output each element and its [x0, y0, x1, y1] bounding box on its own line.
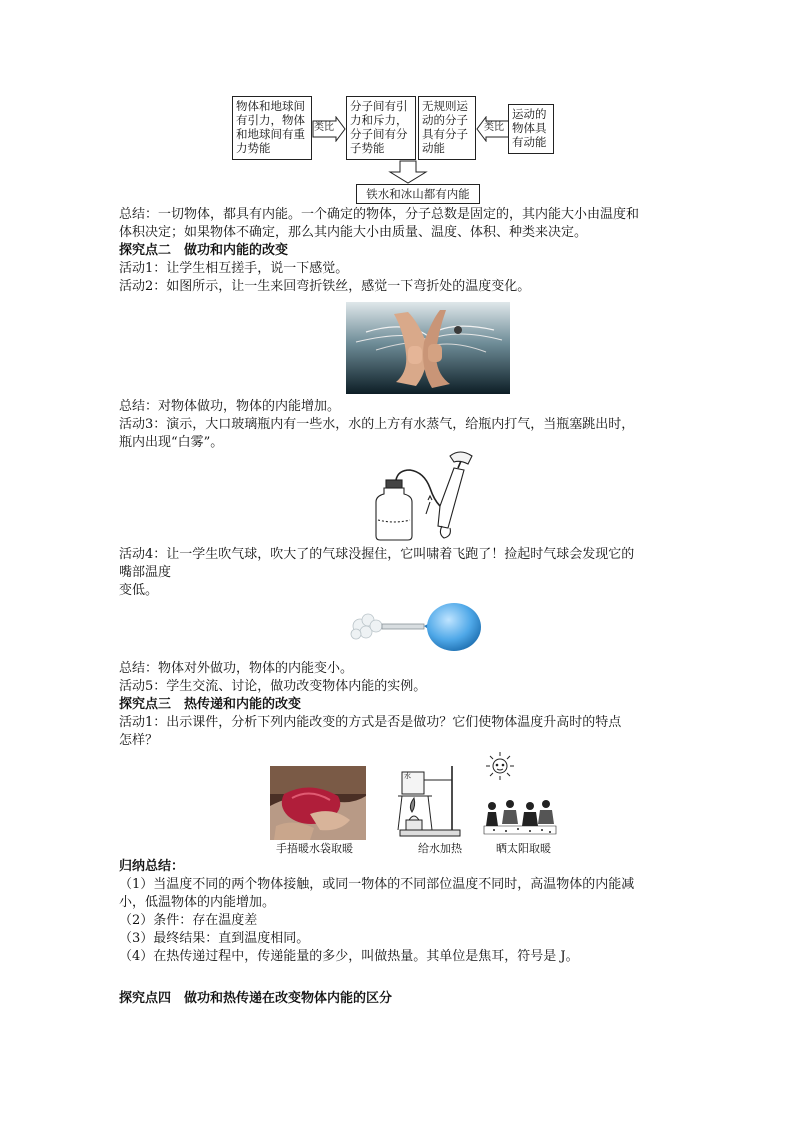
analogy-label-2: 类比: [484, 122, 504, 133]
activity3-line1: 活动3：演示，大口玻璃瓶内有一些水，水的上方有水蒸气，给瓶内打气，当瓶塞跳出时，: [119, 417, 635, 432]
down-arrow: [388, 160, 428, 184]
summary-internal-energy-line2: 体积决定；如果物体不确定，那么其内能大小由质量、温度、体积、种类来决定。: [119, 225, 588, 240]
activity4-line3: 变低。: [119, 583, 159, 598]
caption-hot-water-bag: 手捂暖水袋取暖: [276, 842, 353, 855]
section3-title: 探究点三 热传递和内能的改变: [119, 697, 302, 712]
diagram-box-kinetic: 运动的物体具有动能: [508, 104, 554, 154]
conclusion-2: （2）条件：存在温度差: [119, 913, 258, 928]
summary-work-on-object: 总结：对物体做功，物体的内能增加。: [119, 399, 341, 414]
summary-internal-energy-line1: 总结：一切物体，都具有内能。一个确定的物体，分子总数是固定的，其内能大小由温度和: [119, 207, 640, 222]
activity5: 活动5：学生交流、讨论，做功改变物体内能的实例。: [119, 679, 427, 694]
conclusion-title: 归纳总结：: [119, 859, 185, 874]
section2-title: 探究点二 做功和内能的改变: [119, 243, 289, 258]
diagram-box-molecular-potential: 分子间有引力和斥力，分子间有分子势能: [346, 96, 416, 160]
activity3-line2: 瓶内出现“白雾”。: [119, 435, 224, 450]
activity4-line1: 活动4：让一学生吹气球，吹大了的气球没握住，它叫啸着飞跑了！捡起时气球会发现它的: [119, 547, 635, 562]
caption-sunbathing: 晒太阳取暖: [496, 842, 551, 855]
bottle-pump-drawing: [368, 450, 478, 542]
diagram-box-molecular-kinetic: 无规则运动的分子具有分子动能: [418, 96, 476, 160]
sunbathing-drawing: [482, 750, 558, 838]
section3-activity1-line2: 怎样？: [119, 733, 159, 748]
caption-heating-water: 给水加热: [418, 842, 462, 855]
conclusion-4: （4）在热传递过程中，传递能量的多少，叫做热量。其单位是焦耳，符号是 J。: [119, 949, 579, 964]
activity2: 活动2：如图所示，让一生来回弯折铁丝，感觉一下弯折处的温度变化。: [119, 279, 531, 294]
section4-title: 探究点四 做功和热传递在改变物体内能的区分: [119, 991, 393, 1006]
conclusion-1-line2: 小，低温物体的内能增加。: [119, 895, 276, 910]
hot-water-bag-photo: [270, 766, 366, 840]
section3-activity1-line1: 活动1：出示课件，分析下列内能改变的方式是否是做功？它们使物体温度升高时的特点: [119, 715, 622, 730]
conclusion-3: （3）最终结果：直到温度相同。: [119, 931, 310, 946]
beaker-water-mark: 水: [404, 772, 411, 780]
conclusion-1-line1: （1）当温度不同的两个物体接触，或同一物体的不同部位温度不同时，高温物体的内能减: [119, 877, 635, 892]
balloon-drawing: [348, 602, 482, 654]
analogy-label-1: 类比: [314, 122, 334, 133]
bending-wire-photo: [346, 302, 510, 394]
activity1: 活动1：让学生相互搓手，说一下感觉。: [119, 261, 349, 276]
diagram-box-gravity: 物体和地球间有引力，物体和地球间有重力势能: [232, 96, 312, 160]
diagram-result-box: 铁水和冰山都有内能: [356, 184, 480, 204]
activity4-line2: 嘴部温度: [119, 565, 172, 580]
summary-work-by-object: 总结：物体对外做功，物体的内能变小。: [119, 661, 354, 676]
